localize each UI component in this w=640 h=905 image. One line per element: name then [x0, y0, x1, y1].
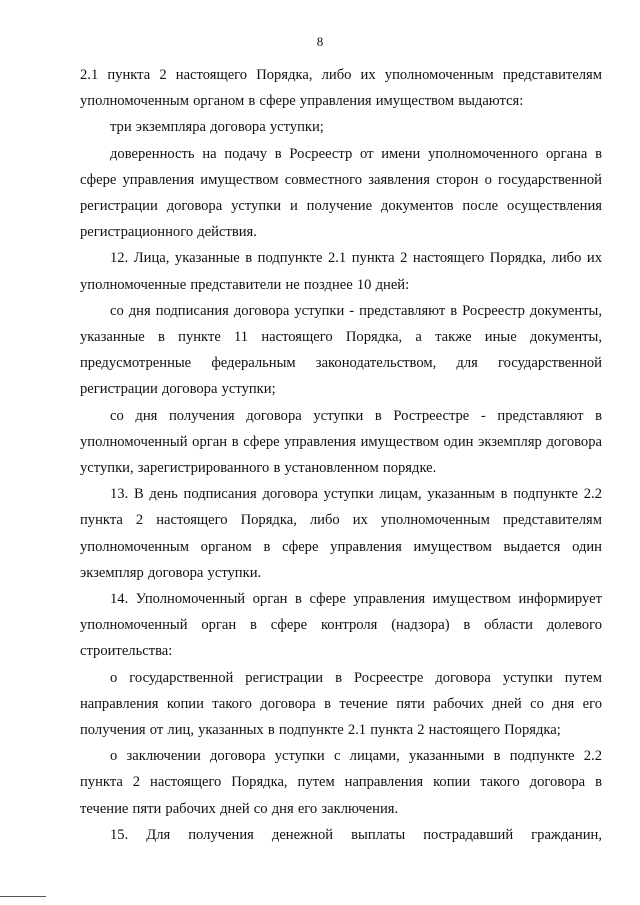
paragraph-clause-12: 12. Лица, указанные в подпункте 2.1 пункта 2 настоящего Порядка, либо их уполномоченные представители не позднее 10 дней: — [80, 250, 602, 293]
paragraph-list-item: о государственной регистрации в Росреестре договора уступки путем направления копии такого договора в течение пяти рабочих дней со дня его получения от лиц, указанных в подпункте 2.1 пункта 2 настоящего Порядка; — [80, 669, 602, 739]
paragraph-clause-15: 15. Для получения денежной выплаты пострадавший гражданин, — [110, 826, 602, 843]
paragraph-clause-14: 14. Уполномоченный орган в сфере управления имуществом информирует уполномоченный орган в сфере контроля (надзора) в области долевого строительства: — [80, 591, 602, 660]
paragraph-list-item: доверенность на подачу в Росреестр от имени уполномоченного органа в сфере управления имуществом совместного заявления сторон о государственной регистрации договора уступки и получение документов после осуществления регистрационного действия. — [80, 145, 602, 241]
footer-divider — [0, 896, 46, 897]
paragraph-continuation: 2.1 пункта 2 настоящего Порядка, либо их уполномоченным представителям уполномоченным органом в сфере управления имуществом выдаются: — [80, 67, 602, 110]
paragraph-list-item: со дня получения договора уступки в Ростреестре - представляют в уполномоченный орган в сфере управления имуществом один экземпляр договора уступки, зарегистрированного в установленном порядке. — [80, 407, 602, 477]
paragraph-list-item: со дня подписания договора уступки - представляют в Росреестр документы, указанные в пункте 11 настоящего Порядка, а также иные документы, предусмотренные федеральным законодательством, для государственной регистрации договора уступки; — [80, 302, 602, 398]
document-body — [80, 62, 602, 848]
paragraph-clause-13: 13. В день подписания договора уступки лицам, указанным в подпункте 2.2 пункта 2 настоящего Порядка, либо их уполномоченным представителям уполномоченным органом в сфере управления имуществом выдается один экземпляр договора уступки. — [80, 486, 602, 581]
paragraph-list-item: три экземпляра договора уступки; — [110, 119, 324, 136]
page-number: 8 — [316, 34, 324, 49]
paragraph-list-item: о заключении договора уступки с лицами, указанными в подпункте 2.2 пункта 2 настоящего Порядка, путем направления копии такого договора в течение пяти рабочих дней со дня его заключения. — [80, 748, 602, 817]
